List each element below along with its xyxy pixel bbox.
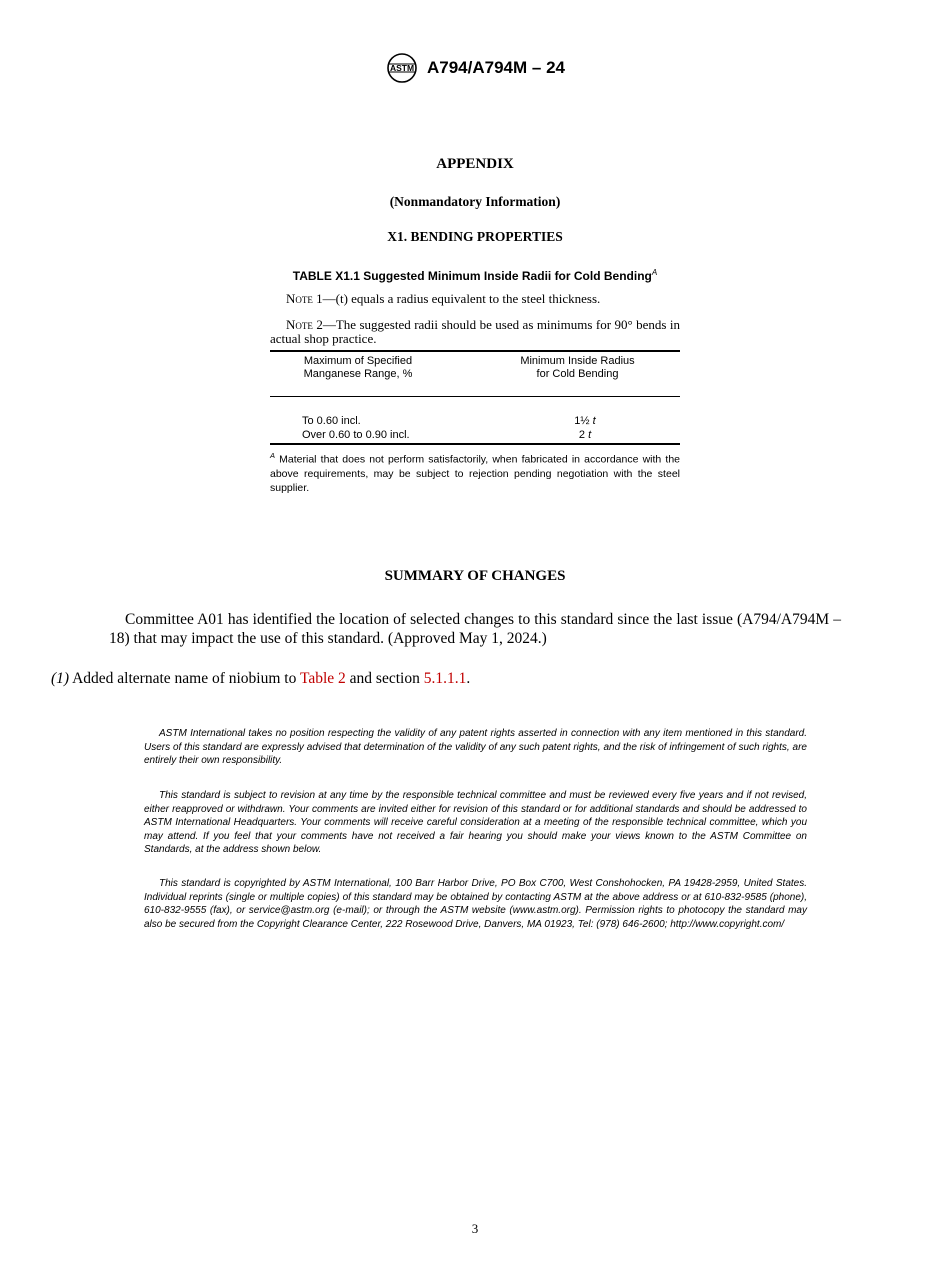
summary-title: SUMMARY OF CHANGES: [384, 568, 566, 584]
table-bottom-rule: [270, 443, 680, 445]
radius-unit: t: [592, 415, 596, 427]
table-footnote: [270, 449, 680, 495]
change-text: .: [466, 670, 471, 687]
patent-notice: ASTM International takes no position respecting the validity of any patent rights asserted in connection with any item mentioned in this standard. Users of this standard are expressly advised that determination of the validity of any such patent rights, and the risk of infringement of such rights, are entirely their own responsibility.: [144, 728, 807, 767]
footnote-text: Material that does not perform satisfactorily, when fabricated in accordance with the above requirements, may be subject to rejection pending negotiation with the steel supplier.: [270, 453, 680, 494]
change-number: (1): [51, 670, 70, 687]
table-cell-radius: [540, 415, 630, 428]
note-label: Note: [286, 291, 313, 306]
table-top-rule: [270, 350, 680, 352]
table-cell-range: Over 0.60 to 0.90 incl.: [302, 429, 410, 441]
header-line: Manganese Range, %: [303, 368, 413, 380]
section-5-1-1-1-link[interactable]: 5.1.1.1: [423, 670, 467, 687]
standard-designation: A794/A794M – 24: [427, 58, 565, 77]
change-text: and section: [345, 670, 424, 687]
header-line: for Cold Bending: [536, 368, 619, 380]
page-number: 3: [471, 1221, 479, 1236]
change-text: Added alternate name of niobium to: [69, 670, 300, 687]
radius-value: 2: [578, 429, 585, 441]
table-cell-radius: [540, 429, 630, 442]
table-note-1: [270, 292, 680, 306]
summary-paragraph: Committee A01 has identified the location of selected changes to this standard since the last issue (A794/A794M – 18) that may impact the use of this standard. (Approved May 1, 2024.): [109, 611, 841, 647]
appendix-title: APPENDIX: [436, 156, 514, 172]
footnote-marker: A: [270, 451, 276, 460]
table-header-rule: [270, 396, 680, 397]
table-header-radius: [490, 355, 665, 381]
table-title-text: TABLE X1.1 Suggested Minimum Inside Radii for Cold Bending: [292, 269, 652, 283]
note-label: Note: [286, 317, 313, 332]
radius-unit: t: [588, 429, 592, 441]
copyright-notice: This standard is copyrighted by ASTM International, 100 Barr Harbor Drive, PO Box C700, West Conshohocken, PA 19428-2959, United States. Individual reprints (single or multiple copies) of this standard may be obtained by contacting ASTM at the above address or at 610-832-9585 (phone), 610-832-9555 (fax), or service@astm.org (e-mail); or through the ASTM website (www.astm.org). Permission rights to photocopy the standard may also be secured from the Copyright Clearance Center, 222 Rosewood Drive, Danvers, MA 01923, Tel: (978) 646-2600; http://www.copyright.com/: [144, 878, 807, 930]
note-text: 1—(t) equals a radius equivalent to the steel thickness.: [312, 291, 601, 306]
note-text: 2—The suggested radii should be used as minimums for 90° bends in actual shop practice.: [270, 317, 680, 346]
table-cell-range: To 0.60 incl.: [302, 415, 361, 427]
table-title: [270, 268, 680, 283]
section-title: X1. BENDING PROPERTIES: [387, 229, 563, 244]
astm-logo-icon: [385, 52, 419, 84]
table-title-footnote-marker: A: [651, 268, 658, 277]
table-note-2: [270, 318, 680, 346]
table-header-manganese: [278, 355, 438, 381]
radius-value: 1½: [574, 415, 590, 427]
revision-notice: This standard is subject to revision at any time by the responsible technical committee and must be reviewed every five years and if not revised, either reapproved or withdrawn. Your comments are invited either for revision of this standard or for additional standards and should be addressed to ASTM International Headquarters. Your comments will receive careful consideration at a meeting of the responsible technical committee, which you may attend. If you feel that your comments have not received a fair hearing you should make your views known to the ASTM Committee on Standards, at the address shown below.: [144, 790, 807, 856]
logo-lettering: ASTM: [389, 63, 415, 73]
page-header: [0, 52, 950, 84]
header-line: Minimum Inside Radius: [520, 355, 635, 367]
header-line: Maximum of Specified: [303, 355, 413, 367]
table-2-link[interactable]: Table 2: [299, 670, 346, 687]
appendix-subtitle: (Nonmandatory Information): [389, 194, 561, 209]
change-item: [51, 669, 471, 688]
